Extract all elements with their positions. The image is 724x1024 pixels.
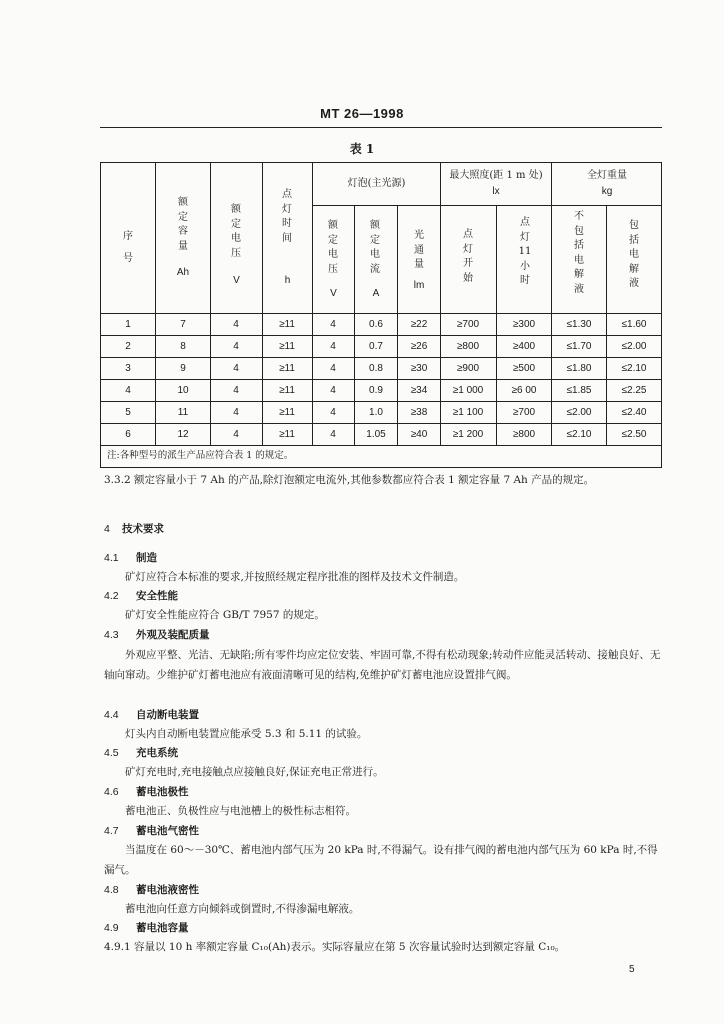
table-cell: ≥300 (512, 319, 536, 330)
section-title: 技术要求 (122, 523, 164, 535)
table-cell: 0.6 (369, 319, 383, 330)
table-line (100, 467, 662, 468)
table-cell: 1.0 (369, 407, 383, 418)
table-cell: ≥800 (512, 429, 536, 440)
table-cell: ≤1.85 (566, 385, 592, 396)
table-cell: 5 (125, 407, 131, 418)
clause-number: 4.8 (104, 884, 119, 896)
table-cell: 9 (180, 363, 186, 374)
table-line (100, 379, 662, 380)
table-cell: ≤1.30 (566, 319, 592, 330)
clause-title: 蓄电池气密性 (136, 825, 199, 837)
clause-title: 外观及装配质量 (136, 629, 210, 641)
table-cell: ≤1.70 (566, 341, 592, 352)
table-cell: ≥1 200 (452, 429, 484, 440)
table-cell: 0.7 (369, 341, 383, 352)
table-cell: 4 (330, 407, 336, 418)
clause-4-1-heading (104, 548, 157, 568)
table-cell: ≥11 (279, 407, 295, 418)
table-cell: ≥38 (410, 407, 428, 418)
table-line (100, 357, 662, 358)
table-cell: 0.9 (369, 385, 383, 396)
clause-4-4-text: 灯头内自动断电装置应能承受 5.3 和 5.11 的试验。 (125, 728, 368, 740)
table-cell: ≤1.80 (566, 363, 592, 374)
clause-number: 4.9 (104, 922, 119, 934)
table-cell: 4 (330, 385, 336, 396)
clause-3-3-2: 3.3.2 额定容量小于 7 Ah 的产品,除灯泡额定电流外,其他参数都应符合表 1 额定容量 7 Ah 产品的规定。 (104, 474, 595, 486)
table-cell: ≤2.00 (621, 341, 647, 352)
table-line (312, 162, 313, 446)
clause-number: 4.1 (104, 552, 119, 564)
table-line (262, 162, 263, 446)
table-line (100, 401, 662, 402)
table-cell: 4 (233, 385, 239, 396)
table-cell: 4 (330, 319, 336, 330)
table-cell: ≥11 (279, 363, 295, 374)
clause-4-4-heading (104, 705, 199, 725)
table-cell: 7 (180, 319, 186, 330)
clause-number: 4.5 (104, 747, 119, 759)
table-cell: ≥22 (410, 319, 428, 330)
table-cell: 4 (330, 429, 336, 440)
header-lighting-time-unit: h (284, 275, 291, 286)
header-illuminance-11h: 点灯11小时 (518, 217, 532, 286)
header-weight-with-electrolyte: 包括电解液 (629, 220, 639, 289)
section-4-heading (104, 519, 164, 539)
header-rated-capacity: 额定容量 (178, 197, 188, 252)
table-caption: 表 1 (349, 142, 375, 156)
header-luminous-flux: 光通量 (414, 230, 424, 270)
table-cell: ≥500 (512, 363, 536, 374)
table-cell: ≥1 000 (452, 385, 484, 396)
table-cell: ≥700 (512, 407, 536, 418)
table-cell: ≤2.00 (566, 407, 592, 418)
header-rule (100, 127, 662, 128)
document-code: MT 26—1998 (320, 106, 404, 121)
clause-number: 4.6 (104, 786, 119, 798)
clause-title: 自动断电装置 (136, 709, 199, 721)
table-line (100, 445, 662, 446)
table-cell: ≤2.40 (621, 407, 647, 418)
header-rated-voltage-unit: V (233, 275, 240, 286)
clause-title: 蓄电池极性 (136, 786, 189, 798)
clause-4-2-heading (104, 586, 178, 606)
table-line (155, 162, 156, 446)
clause-4-6-text: 蓄电池正、负极性应与电池槽上的极性标志相符。 (125, 805, 356, 817)
header-bulb-current-unit: A (372, 288, 380, 299)
table-cell: ≥11 (279, 385, 295, 396)
table-cell: ≥11 (279, 341, 295, 352)
header-bulb-current: 额定电流 (370, 220, 380, 275)
table-line (100, 423, 662, 424)
header-seq: 序号 (123, 231, 133, 264)
table-line (551, 162, 552, 446)
header-rated-voltage: 额定电压 (231, 204, 241, 259)
table-cell: 4 (330, 341, 336, 352)
table-line (100, 162, 662, 163)
table-cell: 4 (233, 319, 239, 330)
table-cell: 4 (233, 341, 239, 352)
table-cell: ≥40 (410, 429, 428, 440)
table-cell: 1.05 (366, 429, 386, 440)
table-cell: ≤2.50 (621, 429, 647, 440)
header-bulb-group: 灯泡(主光源) (347, 178, 406, 189)
table-cell: 1 (125, 319, 131, 330)
table-cell: ≥26 (410, 341, 428, 352)
table-line (210, 162, 211, 446)
clause-number: 4.4 (104, 709, 119, 721)
table-cell: ≥1 100 (452, 407, 484, 418)
clause-4-5-heading (104, 743, 178, 763)
table-cell: 12 (177, 429, 189, 440)
clause-title: 蓄电池液密性 (136, 884, 199, 896)
table-line (100, 313, 662, 314)
table-line (312, 205, 662, 206)
clause-number: 4.2 (104, 590, 119, 602)
header-illuminance-unit: lx (492, 186, 500, 197)
clause-4-7-text: 当温度在 60～－30℃、蓄电池内部气压为 20 kPa 时,不得漏气。设有排气阀的蓄电池内部气压为 60 kPa 时,不得漏气。 (104, 844, 658, 876)
clause-title: 制造 (136, 552, 157, 564)
header-weight-unit: kg (601, 186, 613, 197)
clause-title: 安全性能 (136, 590, 178, 602)
clause-4-2-text: 矿灯安全性能应符合 GB/T 7957 的规定。 (125, 609, 325, 621)
header-weight-no-electrolyte: 不包括电解液 (574, 211, 584, 295)
clause-title: 蓄电池容量 (136, 922, 189, 934)
header-bulb-voltage-unit: V (330, 288, 337, 299)
table-line (606, 205, 607, 446)
table-cell: ≥30 (410, 363, 428, 374)
table-line (496, 205, 497, 446)
clause-4-8-heading (104, 880, 199, 900)
table-cell: 2 (125, 341, 131, 352)
header-lighting-time: 点灯时间 (282, 189, 292, 244)
table-cell: ≥11 (279, 319, 295, 330)
table-cell: 4 (330, 363, 336, 374)
clause-4-7-heading (104, 821, 199, 841)
clause-4-9-1: 4.9.1 容量以 10 h 率额定容量 C₁₀(Ah)表示。实际容量应在第 5 次容量试验时达到额定容量 C₁₀。 (104, 941, 566, 953)
table-cell: ≥700 (456, 319, 480, 330)
header-bulb-voltage: 额定电压 (328, 220, 338, 275)
table-cell: ≥6 00 (511, 385, 537, 396)
clause-4-6-heading (104, 782, 189, 802)
table-cell: 4 (233, 407, 239, 418)
clause-4-3-text: 外观应平整、光洁、无缺陷;所有零件均应定位安装、牢固可靠,不得有松动现象;转动件应能灵活转动、接触良好、无轴向窜动。少维护矿灯蓄电池应有液面清晰可见的结构,免维护矿灯蓄电池应设置排气阀。 (104, 649, 661, 681)
header-illuminance-start: 点灯开始 (463, 229, 473, 284)
clause-4-9-heading (104, 918, 189, 938)
page-number: 5 (629, 964, 635, 975)
table-line (440, 162, 441, 446)
table-line (100, 335, 662, 336)
table-cell: 0.8 (369, 363, 383, 374)
table-cell: ≥34 (410, 385, 428, 396)
clause-number: 4.3 (104, 629, 119, 641)
table-cell: ≤1.60 (621, 319, 647, 330)
clause-4-8-text: 蓄电池向任意方向倾斜或倒置时,不得渗漏电解液。 (125, 903, 360, 915)
header-weight-group: 全灯重量 (587, 170, 627, 181)
table-cell: ≥800 (456, 341, 480, 352)
header-luminous-flux-unit: lm (413, 280, 425, 291)
header-illuminance-group: 最大照度(距 1 m 处) (449, 170, 543, 181)
clause-4-5-text: 矿灯充电时,充电接触点应接触良好,保证充电正常进行。 (125, 766, 384, 778)
section-number: 4 (104, 523, 110, 535)
table-cell: 4 (125, 385, 131, 396)
clause-title: 充电系统 (136, 747, 178, 759)
header-rated-capacity-unit: Ah (176, 267, 190, 278)
table-cell: 10 (177, 385, 189, 396)
table-cell: ≥11 (279, 429, 295, 440)
table-note: 注:各种型号的派生产品应符合表 1 的规定。 (107, 450, 294, 461)
clause-4-1-text: 矿灯应符合本标准的要求,并按照经规定程序批准的图样及技术文件制造。 (125, 571, 465, 583)
table-cell: 8 (180, 341, 186, 352)
table-cell: ≥900 (456, 363, 480, 374)
table-cell: 11 (177, 407, 189, 418)
clause-4-3-heading (104, 625, 210, 645)
table-cell: ≤2.10 (566, 429, 592, 440)
table-cell: 4 (233, 363, 239, 374)
table-cell: 4 (233, 429, 239, 440)
table-cell: ≥400 (512, 341, 536, 352)
table-cell: 3 (125, 363, 131, 374)
table-cell: ≤2.10 (621, 363, 647, 374)
table-cell: 6 (125, 429, 131, 440)
clause-number: 4.7 (104, 825, 119, 837)
table-cell: ≤2.25 (621, 385, 647, 396)
